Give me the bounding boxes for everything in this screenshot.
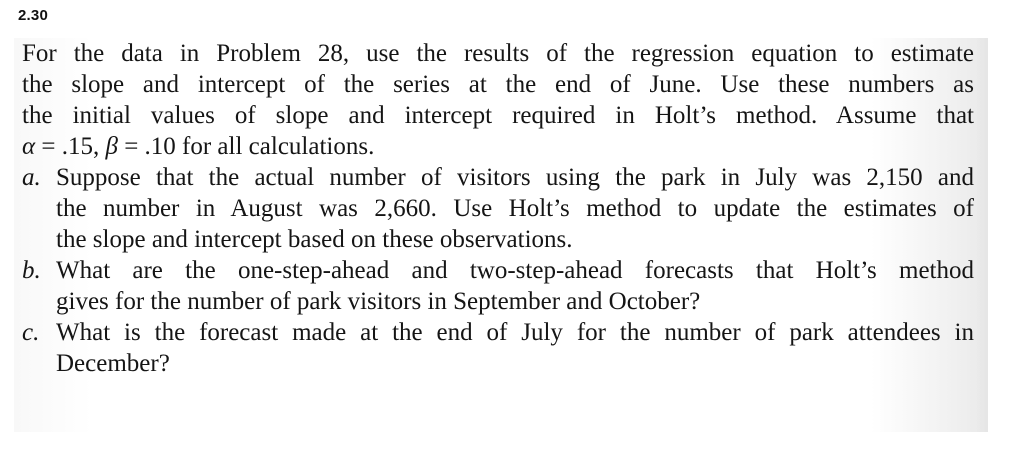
alpha-symbol: α bbox=[22, 133, 36, 160]
part-c-label: c. bbox=[22, 319, 40, 346]
part-a-line-1: Suppose that the actual number of visitors using the park in July was 2,150 and bbox=[56, 164, 974, 191]
part-c-line-1: What is the forecast made at the end of July for the number of park attendees in bbox=[56, 319, 974, 346]
beta-value-text: = .10 for all calculations. bbox=[117, 133, 375, 160]
part-c-line-2: December? bbox=[56, 350, 170, 377]
part-a-line-3: the slope and intercept based on these observations. bbox=[56, 226, 573, 253]
part-b-line-1: What are the one-step-ahead and two-step-ahead forecasts that Holt’s method bbox=[56, 257, 974, 284]
part-a bbox=[22, 162, 982, 255]
alpha-value-text: = .15, bbox=[35, 133, 106, 160]
part-b-label: b. bbox=[22, 257, 41, 284]
beta-symbol: β bbox=[105, 133, 118, 160]
part-b-line-2: gives for the number of park visitors in September and October? bbox=[56, 288, 701, 315]
intro-line-4 bbox=[22, 131, 982, 162]
problem-text bbox=[22, 38, 982, 379]
part-a-line-2: the number in August was 2,660. Use Holt’s method to update the estimates of bbox=[56, 195, 974, 222]
intro-line-3: the initial values of slope and intercept required in Holt’s method. Assume that bbox=[22, 102, 974, 129]
intro-line-2: the slope and intercept of the series at the end of June. Use these numbers as bbox=[22, 71, 974, 98]
scanned-textbook-excerpt bbox=[14, 38, 988, 432]
part-a-label: a. bbox=[22, 164, 41, 191]
problem-number: 2.30 bbox=[18, 7, 48, 24]
part-b-text bbox=[56, 255, 982, 317]
part-a-text bbox=[56, 162, 982, 255]
part-c-text bbox=[56, 317, 982, 379]
intro-line-1: For the data in Problem 28, use the results of the regression equation to estimate bbox=[22, 40, 974, 67]
part-b bbox=[22, 255, 982, 317]
part-c bbox=[22, 317, 982, 379]
